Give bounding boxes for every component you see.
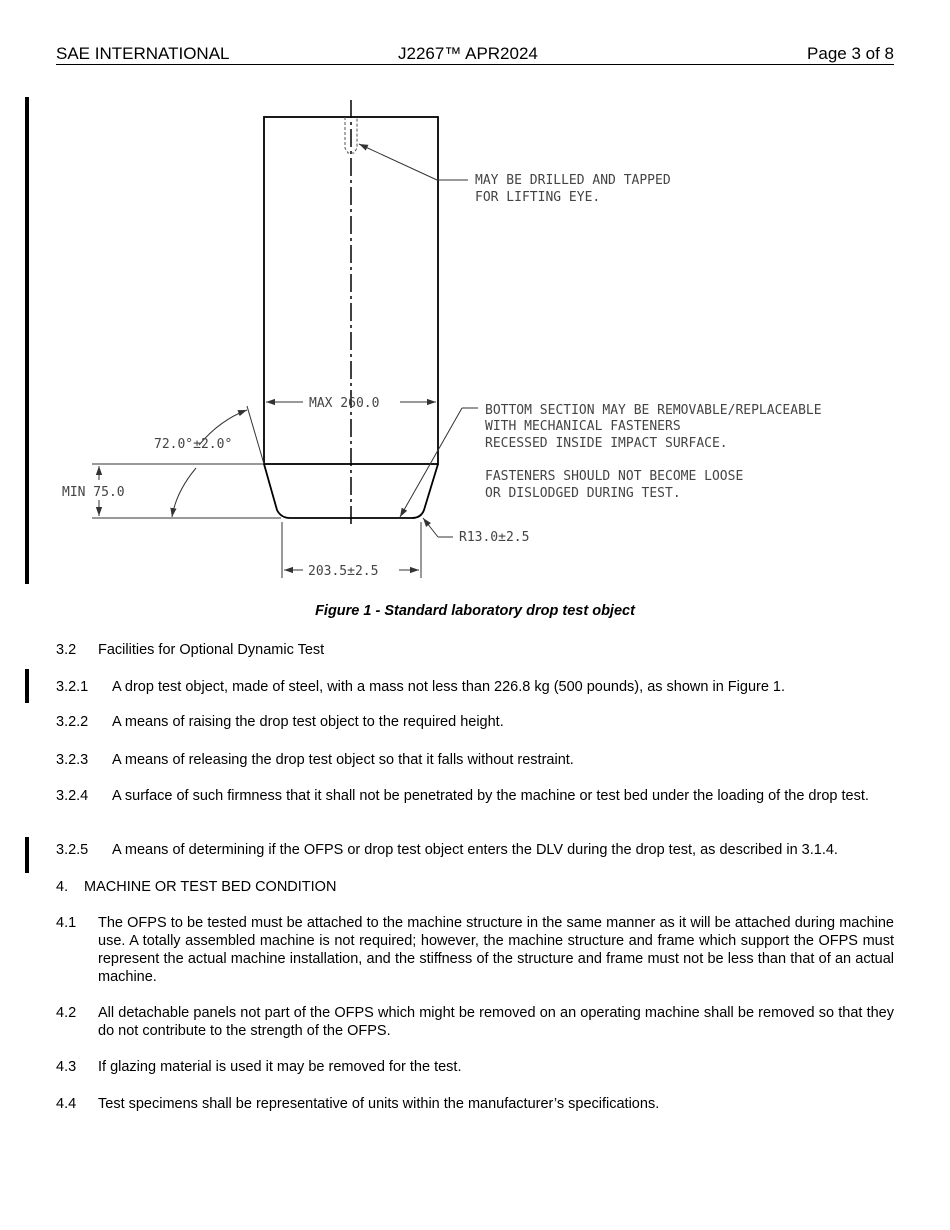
section-3-2-5 [0, 841, 950, 861]
section-number: 3.2.5 [56, 842, 89, 858]
section-text: A drop test object, made of steel, with a mass not less than 226.8 kg (500 pounds), as shown in Figure 1. [112, 679, 786, 695]
header-organization: SAE INTERNATIONAL [56, 44, 230, 63]
section-text: A means of determining if the OFPS or drop test object enters the DLV during the drop test, as described in 3.1.4. [112, 842, 838, 858]
drop-test-object-drawing [0, 0, 950, 600]
figure-caption: Figure 1 - Standard laboratory drop test object [315, 603, 635, 619]
section-number: 3.2.4 [56, 788, 89, 804]
section-text: The OFPS to be tested must be attached to the machine structure in the same manner as it will be attached during machine use. A totally assembled machine is not required; however, the machine structure and frame which support the OFPS must represent the actual machine installation, and the stiffness of the structure and frame must not be less than that of an actual machine. [98, 915, 894, 985]
section-text: A means of releasing the drop test object so that it falls without restraint. [112, 752, 574, 768]
section-text: MACHINE OR TEST BED CONDITION [84, 879, 337, 895]
section-number: 3.2.2 [56, 714, 89, 730]
section-number: 4.3 [56, 1059, 77, 1075]
section-4 [0, 878, 950, 898]
note-lifting-line1: MAY BE DRILLED AND TAPPED [475, 173, 671, 188]
dim-radius: R13.0±2.5 [459, 530, 530, 545]
section-number: 3.2.1 [56, 679, 89, 695]
section-3-2-3 [0, 751, 950, 771]
section-text: Facilities for Optional Dynamic Test [98, 642, 325, 658]
note-fasteners-line1: FASTENERS SHOULD NOT BECOME LOOSE [485, 469, 744, 484]
section-text: A surface of such firmness that it shall not be penetrated by the machine or test bed under the loading of the drop test. [112, 788, 869, 804]
dim-min-height: MIN 75.0 [62, 485, 125, 500]
dim-max-width: MAX 260.0 [309, 396, 380, 411]
section-4-1 [0, 914, 950, 990]
section-3-2-1 [0, 678, 950, 698]
section-3-2 [0, 641, 950, 661]
section-number: 3.2 [56, 642, 77, 658]
extension-line-angle [247, 406, 264, 464]
section-number: 4. [56, 879, 69, 895]
header-document-id: J2267™ APR2024 [398, 44, 538, 63]
note-bottom-line2: WITH MECHANICAL FASTENERS [485, 419, 681, 434]
note-fasteners-line2: OR DISLODGED DURING TEST. [485, 486, 681, 501]
section-4-2 [0, 1004, 950, 1044]
section-text: If glazing material is used it may be removed for the test. [98, 1059, 462, 1075]
section-3-2-4 [0, 787, 950, 827]
section-number: 3.2.3 [56, 752, 89, 768]
section-number: 4.2 [56, 1005, 77, 1021]
section-text: All detachable panels not part of the OFPS which might be removed on an operating machine shall be removed so that they do not contribute to the strength of the OFPS. [98, 1005, 894, 1039]
section-4-4 [0, 1095, 950, 1115]
dim-angle: 72.0°±2.0° [154, 437, 233, 452]
section-text: Test specimens shall be representative of units within the manufacturer’s specifications. [98, 1096, 660, 1112]
section-4-3 [0, 1058, 950, 1078]
section-number: 4.1 [56, 915, 77, 931]
header-page-number: Page 3 of 8 [807, 44, 894, 63]
section-3-2-2 [0, 713, 950, 733]
dim-bottom-width: 203.5±2.5 [308, 564, 379, 579]
section-number: 4.4 [56, 1096, 77, 1112]
section-text: A means of raising the drop test object to the required height. [112, 714, 504, 730]
note-bottom-line3: RECESSED INSIDE IMPACT SURFACE. [485, 436, 728, 451]
note-lifting-line2: FOR LIFTING EYE. [475, 190, 601, 205]
note-bottom-line1: BOTTOM SECTION MAY BE REMOVABLE/REPLACEABLE [485, 403, 822, 418]
